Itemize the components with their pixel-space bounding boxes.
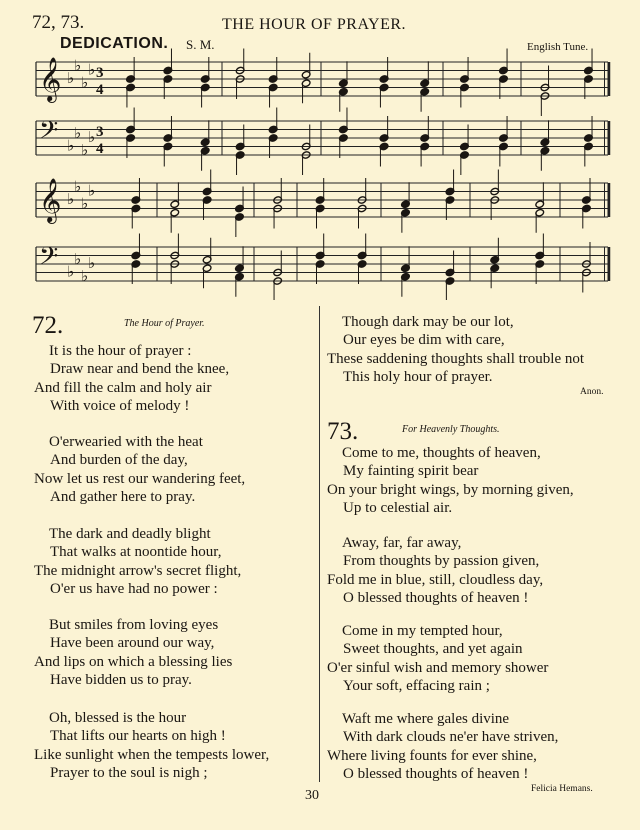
verse-line: With voice of melody ! [50, 398, 190, 415]
flat-icon: ♭ [67, 69, 75, 87]
time-signature-icon: 3 [96, 124, 104, 140]
verse-line: O blessed thoughts of heaven ! [343, 766, 529, 783]
verse-line: And fill the calm and holy air [34, 379, 212, 396]
hymn-72-stanza-2 [34, 433, 245, 507]
hymn-72-attribution: Anon. [580, 387, 604, 397]
hymn-72-stanza-6 [327, 313, 584, 387]
verse-line: It is the hour of prayer : [49, 343, 192, 359]
verse-line: O blessed thoughts of heaven ! [343, 590, 529, 607]
flat-icon: ♭ [81, 73, 89, 92]
flat-icon: ♭ [74, 56, 82, 75]
verse-line: And burden of the day, [50, 452, 188, 469]
hymn-72-stanza-4 [34, 616, 232, 690]
hymn-numbers-header: 72, 73. [32, 12, 85, 33]
hymn-72-stanza-5 [34, 709, 269, 783]
verse-line: O'er us have had no power : [50, 581, 218, 598]
verse-line: Sweet thoughts, and yet again [343, 641, 523, 658]
bass-clef-icon: 𝄢 [39, 116, 59, 151]
verse-line: With dark clouds ne'er have striven, [343, 729, 559, 746]
verse-line: O'er sinful wish and memory shower [327, 659, 549, 676]
page-title: THE HOUR OF PRAYER. [222, 16, 407, 33]
hymn-73-number: 73. [327, 418, 359, 445]
flat-icon: ♭ [74, 123, 82, 142]
flat-icon: ♭ [74, 177, 82, 196]
verse-line: Your soft, effacing rain ; [343, 678, 490, 695]
treble-clef-icon: 𝄞 [39, 57, 62, 101]
flat-icon: ♭ [88, 254, 96, 272]
hymn-73-stanza-1 [327, 444, 574, 518]
hymn-72-number: 72. [32, 312, 64, 339]
time-signature-icon: 4 [96, 82, 104, 98]
verse-line: Now let us rest our wandering feet, [34, 470, 246, 487]
flat-icon: ♭ [81, 140, 89, 159]
hymn-72-stanza-3 [34, 525, 241, 599]
verse-line: Like sunlight when the tempests lower, [34, 746, 270, 763]
verse-line: Come to me, thoughts of heaven, [342, 445, 541, 461]
hymn-72-title: The Hour of Prayer. [124, 318, 205, 329]
verse-line: That lifts our hearts on high ! [50, 728, 226, 745]
verse-line: That walks at noontide hour, [50, 544, 222, 561]
verse-line: And gather here to pray. [50, 489, 196, 506]
verse-line: Come in my tempted hour, [342, 623, 503, 639]
flat-icon: ♭ [67, 190, 75, 208]
hymn-73-stanza-3 [327, 622, 548, 696]
verse-line: These saddening thoughts shall trouble not [327, 350, 585, 367]
flat-icon: ♭ [81, 266, 89, 285]
flat-icon: ♭ [88, 60, 96, 79]
bass-clef-icon: 𝄢 [39, 242, 59, 277]
tune-source: English Tune. [527, 41, 589, 53]
tune-meter: S. M. [186, 37, 215, 52]
verse-line: Our eyes be dim with care, [343, 332, 505, 349]
tune-name: DEDICATION. [60, 35, 169, 52]
verse-line: O'erwearied with the heat [49, 434, 203, 450]
flat-icon: ♭ [88, 128, 96, 146]
hymn-73-attribution: Felicia Hemans. [531, 784, 593, 794]
hymn-73-title: For Heavenly Thoughts. [402, 424, 500, 435]
verse-line: And lips on which a blessing lies [34, 653, 233, 670]
hymn-72-stanza-1 [34, 342, 229, 416]
flat-icon: ♭ [88, 181, 96, 200]
column-divider [319, 306, 320, 782]
verse-line: Draw near and bend the knee, [50, 361, 230, 378]
verse-line: Away, far, far away, [342, 535, 462, 551]
verse-line: Oh, blessed is the hour [49, 710, 187, 726]
verse-line: On your bright wings, by morning given, [327, 481, 574, 498]
hymn-73-stanza-2 [327, 534, 543, 608]
verse-line: From thoughts by passion given, [343, 553, 540, 570]
verse-line: Have been around our way, [50, 635, 215, 652]
time-signature-icon: 3 [96, 65, 104, 81]
verse-line: Fold me in blue, still, cloudless day, [327, 571, 544, 588]
verse-line: Where living founts for ever shine, [327, 747, 537, 764]
verse-line: But smiles from loving eyes [49, 617, 219, 633]
treble-clef-icon: 𝄞 [39, 178, 62, 222]
time-signature-icon: 4 [96, 141, 104, 157]
verse-line: Up to celestial air. [343, 500, 453, 517]
verse-line: The dark and deadly blight [49, 526, 211, 542]
verse-line: Waft me where gales divine [342, 711, 510, 727]
verse-line: Have bidden us to pray. [50, 672, 192, 689]
verse-line: Though dark may be our lot, [342, 314, 514, 330]
verse-line: This holy hour of prayer. [343, 369, 493, 386]
music-score [0, 0, 640, 300]
page-number: 30 [305, 788, 319, 803]
hymn-73-stanza-4 [327, 710, 558, 784]
verse-line: The midnight arrow's secret flight, [34, 562, 242, 579]
verse-line: My fainting spirit bear [343, 463, 479, 480]
verse-line: Prayer to the soul is nigh ; [50, 765, 208, 782]
flat-icon: ♭ [67, 262, 75, 281]
flat-icon: ♭ [67, 136, 75, 155]
flat-icon: ♭ [74, 249, 82, 268]
flat-icon: ♭ [81, 194, 89, 213]
